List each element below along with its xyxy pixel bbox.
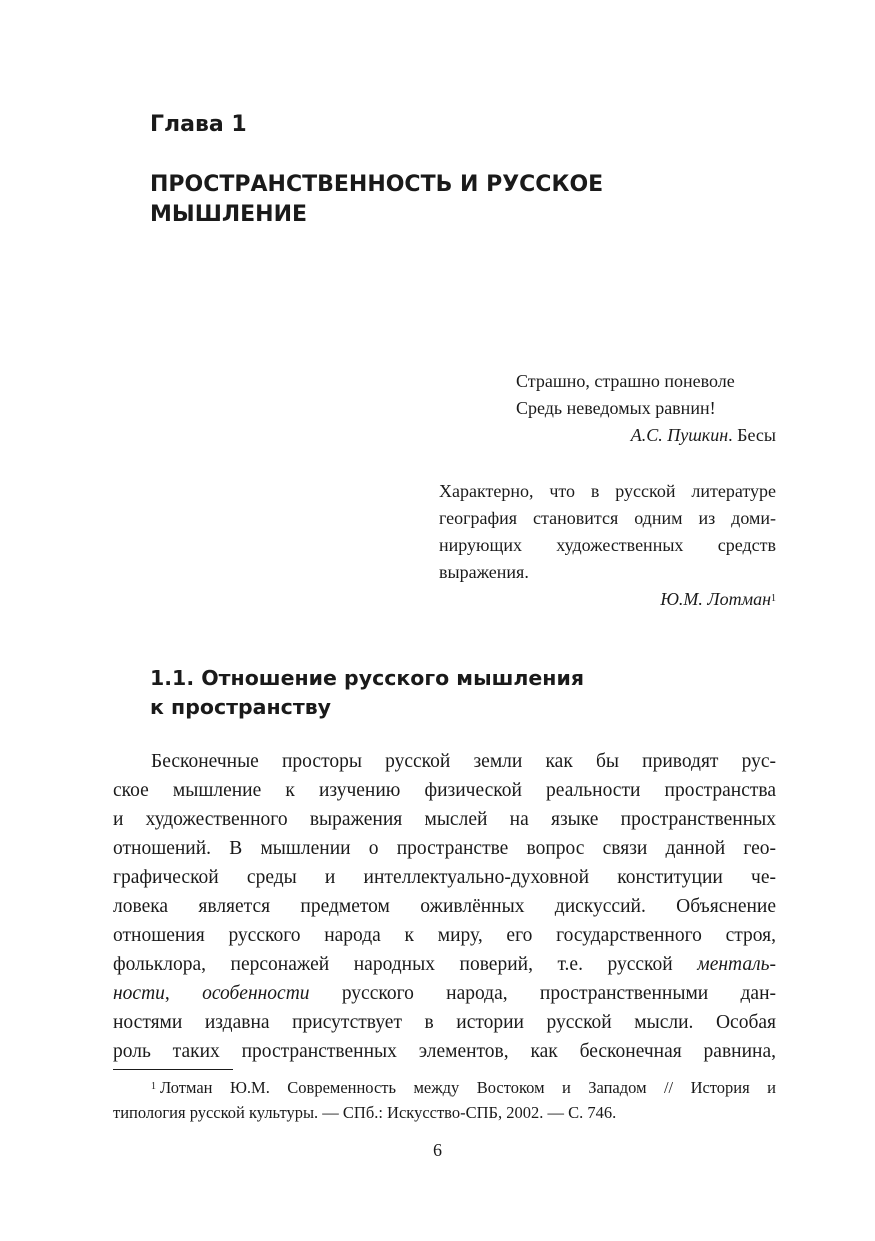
body-line: отношений. В мышлении о пространстве вопрос связи данной гео- — [113, 838, 776, 859]
section-title-line: к пространству — [150, 695, 332, 719]
epigraph-line: география становится одним из доми- — [439, 508, 776, 528]
body-line: ское мышление к изучению физической реальности пространства — [113, 780, 776, 801]
body-line: ловека является предметом оживлённых дискуссий. Объяснение — [113, 896, 776, 917]
epigraph-text — [439, 478, 776, 586]
chapter-title-line: ПРОСТРАНСТВЕННОСТЬ И РУССКОЕ — [150, 172, 604, 197]
epigraph-lotman — [439, 478, 776, 613]
body-line: ностями издавна присутствует в истории русской мысли. Особая — [113, 1012, 776, 1033]
epigraph-pushkin — [516, 368, 776, 449]
epigraph-line: Страшно, страшно поневоле — [516, 371, 735, 391]
body-line — [113, 950, 776, 979]
body-line: и художественного выражения мыслей на языке пространственных — [113, 809, 776, 830]
epigraph-author: А.С. Пушкин — [630, 425, 729, 445]
chapter-title-line: МЫШЛЕНИЕ — [150, 202, 308, 227]
section-title-line: 1.1. Отношение русского мышления — [150, 666, 584, 690]
chapter-label: Глава 1 — [150, 112, 247, 137]
epigraph-line: нирующих художественных средств — [439, 535, 776, 555]
body-line: отношения русского народа к миру, его государственного строя, — [113, 925, 776, 946]
body-line: роль таких пространственных элементов, как бесконечная равнина, — [113, 1041, 776, 1062]
body-paragraph — [113, 747, 776, 1066]
epigraph-line: выражения. — [439, 562, 529, 582]
epigraph-work: . Бесы — [728, 425, 776, 445]
body-text-run: , — [164, 983, 203, 1004]
body-emphasis: ности — [113, 983, 165, 1004]
chapter-title — [150, 170, 710, 230]
page-number: 6 — [433, 1140, 442, 1160]
footnote-line: типология русской культуры. — СПб.: Искусство-СПБ, 2002. — С. 746. — [113, 1103, 617, 1122]
epigraph-line: Средь неведомых равнин! — [516, 398, 716, 418]
footnote-divider — [113, 1069, 233, 1070]
footnote-line — [113, 1075, 776, 1100]
body-text-run: русского народа, пространственными дан- — [309, 983, 776, 1004]
footnote-text: Лотман Ю.М. Современность между Востоком и Западом // История и — [160, 1078, 776, 1097]
body-emphasis: особенности — [202, 983, 310, 1004]
footnote — [113, 1075, 776, 1125]
body-line: Бесконечные просторы русской земли как бы приводят рус- — [151, 751, 776, 772]
body-line: графической среды и интеллектуально-духовной конституции че- — [113, 867, 776, 888]
footnote-ref[interactable]: 1 — [771, 593, 776, 604]
body-emphasis: менталь- — [697, 954, 776, 975]
section-title — [150, 664, 710, 722]
epigraph-attribution — [516, 422, 776, 449]
epigraph-author: Ю.М. Лотман — [660, 589, 771, 609]
epigraph-line: Характерно, что в русской литературе — [439, 481, 776, 501]
body-text-run: фольклора, персонажей народных поверий, т.е. русской — [113, 954, 698, 975]
footnote-number: 1 — [151, 1081, 156, 1092]
epigraph-attribution — [439, 586, 776, 613]
body-line — [113, 979, 776, 1008]
